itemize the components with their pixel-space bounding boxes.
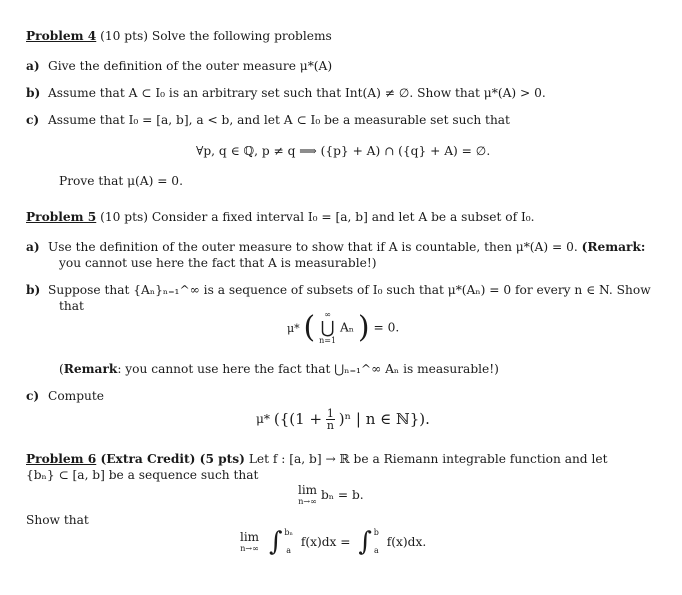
problem-6-line2: {bₙ} ⊂ [a, b] be a sequence such that	[26, 468, 259, 482]
problem-5b-equation	[287, 310, 399, 350]
problem-6-limit-equation	[298, 484, 364, 512]
outer-measure: μ*	[256, 412, 271, 426]
union-sign: ⋃	[320, 318, 335, 338]
problem-6-show: Show that	[26, 513, 89, 527]
problem-6-integral-equation	[240, 524, 426, 564]
problem-4-header	[26, 29, 332, 44]
integral-end: f(x)dx.	[386, 534, 427, 549]
integral-bounds	[284, 524, 293, 560]
item-label: c)	[26, 389, 40, 403]
problem-4-title: Problem 4	[26, 29, 97, 43]
integral-lower: a	[373, 546, 379, 555]
expr-open: ({(1 +	[273, 410, 323, 428]
set-sequence: Aₙ	[339, 320, 355, 335]
paren-open: (	[303, 310, 316, 345]
integral-upper: b	[373, 528, 379, 537]
limit-word: lim	[240, 529, 260, 544]
item-label: b)	[26, 86, 41, 100]
limit-operator	[298, 484, 317, 507]
problem-5b	[26, 283, 651, 298]
problem-5c-text: Compute	[48, 389, 104, 403]
problem-4c-equation: ∀p, q ∈ ℚ, p ≠ q ⟹ ({p} + A) ∩ ({q} + A) = ∅.	[196, 144, 491, 158]
problem-5c-equation	[256, 408, 430, 442]
integral-upper: bₙ	[284, 528, 293, 537]
problem-5-header-text: (10 pts) Consider a fixed interval I₀ = [a, b] and let A be a subset of I₀.	[96, 210, 535, 224]
union-bottom: n=1	[319, 336, 337, 345]
fraction	[326, 408, 335, 431]
problem-4-header-text: (10 pts) Solve the following problems	[96, 29, 332, 43]
integral-bounds	[374, 524, 379, 560]
problem-4c-prove: Prove that μ(A) = 0.	[59, 174, 183, 188]
problem-5-title: Problem 5	[26, 210, 97, 224]
remark-label: Remark	[63, 362, 118, 376]
fraction-numerator: 1	[326, 407, 334, 420]
problem-5c	[26, 389, 104, 404]
paren-close: )	[357, 310, 370, 345]
limit-sub: n→∞	[298, 497, 317, 506]
item-label: a)	[26, 240, 40, 254]
limit-sub: n→∞	[240, 543, 259, 553]
problem-5a	[26, 240, 645, 255]
equation-rest: = 0.	[373, 320, 400, 335]
problem-5a-text-cont: you cannot use here the fact that A is measurable!)	[59, 256, 377, 270]
problem-5a-remark-label: (Remark:	[581, 240, 646, 254]
union-top: ∞	[324, 310, 331, 319]
problem-4c	[26, 113, 510, 128]
outer-measure: μ*	[287, 321, 300, 335]
problem-5b-text-cont: that	[59, 299, 84, 313]
problem-4a	[26, 59, 332, 74]
item-label: c)	[26, 113, 40, 127]
limit-word: lim	[298, 483, 318, 497]
problem-6-title: Problem 6	[26, 452, 97, 466]
item-label: a)	[26, 59, 40, 73]
problem-4a-text: Give the definition of the outer measure μ*(A)	[48, 59, 333, 73]
limit-rest: bₙ = b.	[320, 488, 364, 502]
remark-text: : you cannot use here the fact that ⋃ₙ₌₁^∞ Aₙ is measurable!)	[117, 362, 499, 376]
integral-middle: f(x)dx =	[300, 534, 351, 549]
problem-5-header	[26, 210, 535, 225]
problem-4b-text: Assume that A ⊂ I₀ is an arbitrary set such that Int(A) ≠ ∅. Show that μ*(A) > 0.	[48, 86, 546, 100]
integral-sign: ∫	[358, 526, 372, 557]
limit-operator	[240, 531, 259, 554]
remark-open: (	[59, 362, 64, 376]
problem-4c-text: Assume that I₀ = [a, b], a < b, and let A ⊂ I₀ be a measurable set such that	[48, 113, 510, 127]
fraction-denominator: n	[326, 419, 334, 432]
problem-6-header-bold: (Extra Credit) (5 pts)	[96, 452, 245, 466]
problem-5a-text: Use the definition of the outer measure to show that if A is countable, then μ*(A) = 0.	[48, 240, 578, 254]
problem-6-header	[26, 452, 608, 467]
problem-5b-text: Suppose that {Aₙ}ₙ₌₁^∞ is a sequence of subsets of I₀ such that μ*(Aₙ) = 0 for every n ∈ N. Show	[48, 283, 651, 297]
problem-6-header-text: Let f : [a, b] → ℝ be a Riemann integrable function and let	[244, 452, 608, 466]
problem-5b-remark	[59, 362, 499, 377]
problem-4b	[26, 86, 546, 101]
integral-sign: ∫	[268, 526, 283, 557]
expr-close: )ⁿ | n ∈ ℕ}).	[338, 410, 430, 428]
union-operator	[319, 310, 336, 346]
integral-lower: a	[286, 546, 292, 555]
item-label: b)	[26, 283, 41, 297]
